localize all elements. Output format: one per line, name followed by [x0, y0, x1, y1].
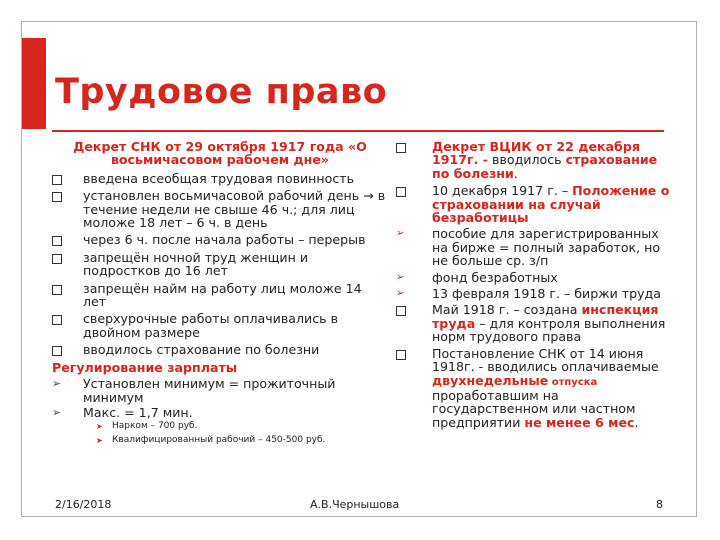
checkbox-bullet-icon [396, 184, 427, 199]
left-column [52, 140, 388, 449]
list-item: Постановление СНК от 14 июня 1918г. - вводились оплачиваемые двухнедельные отпуска проработавшим на государственном или частном предприятии не менее 6 мес. [394, 347, 670, 429]
footer-date: 2/16/2018 [55, 498, 112, 511]
arrow-bullet-icon: ➤ [96, 422, 103, 432]
arrow-bullet-icon: ➤ [96, 436, 103, 446]
list-item: вводилось страхование по болезни [52, 343, 388, 356]
list-item: Май 1918 г. – создана инспекция труда – для контроля выполнения норм трудового права [394, 303, 670, 343]
list-item: ➢ Макс. = 1,7 мин. [52, 404, 193, 420]
sub-list-item: ➤ Квалифицированный рабочий – 450-500 руб. [96, 435, 326, 446]
list-item: введена всеобщая трудовая повинность [52, 172, 388, 185]
checkbox-bullet-icon [396, 140, 406, 155]
checkbox-bullet-icon [52, 189, 83, 205]
checkbox-bullet-icon [52, 343, 83, 359]
list-item: запрещён ночной труд женщин и подростков до 16 лет [52, 251, 388, 278]
sub-list-item: ➢ пособие для зарегистрированных на бирже = полный заработок, но не больше ср. з/п [396, 226, 661, 269]
checkbox-bullet-icon [396, 347, 427, 362]
arrow-bullet-icon: ➢ [52, 377, 62, 391]
salary-heading: Регулирование зарплаты [52, 359, 238, 375]
title-accent-bar [22, 38, 46, 129]
sub-list-item: ➢ фонд безработных [396, 269, 558, 285]
list-item: ➢ Установлен минимум = прожиточный минимум [52, 376, 336, 405]
list-item: запрещён найм на работу лиц моложе 14 лет [52, 282, 388, 309]
list-item: сверхурочные работы оплачивались в двойном размере [52, 312, 388, 339]
slide-title: Трудовое право [55, 72, 388, 112]
list-item: Декрет ВЦИК от 22 декабря 1917г. - вводилось страхование по болезни. [394, 140, 670, 180]
checkbox-bullet-icon [52, 172, 83, 188]
arrow-bullet-icon: ➢ [52, 405, 62, 419]
list-item: через 6 ч. после начала работы – перерыв [52, 233, 388, 246]
page-number: 8 [656, 498, 663, 511]
checkbox-bullet-icon [396, 303, 427, 318]
footer-author: А.В.Чернышова [310, 498, 400, 511]
list-item: 10 декабря 1917 г. – Положение о страховании на случай безработицы [394, 184, 670, 224]
arrow-bullet-icon: ➢ [396, 228, 405, 240]
checkbox-bullet-icon [52, 312, 83, 328]
list-item: установлен восьмичасовой рабочий день → в течение недели не свыше 46 ч.; для лиц моложе 18 лет – 6 ч. в день [52, 189, 388, 229]
sub-list-item: ➢ 13 февраля 1918 г. – биржи труда [396, 286, 661, 302]
arrow-bullet-icon: ➢ [396, 271, 405, 283]
title-divider [52, 130, 664, 132]
arrow-bullet-icon: ➢ [396, 288, 405, 300]
sub-list-item: ➤ Нарком – 700 руб. [96, 421, 198, 432]
checkbox-bullet-icon [52, 251, 83, 267]
left-heading: Декрет СНК от 29 октября 1917 года «О восьмичасовом рабочем дне» [73, 139, 367, 168]
checkbox-bullet-icon [52, 282, 83, 298]
right-column [394, 140, 670, 432]
checkbox-bullet-icon [52, 233, 83, 249]
